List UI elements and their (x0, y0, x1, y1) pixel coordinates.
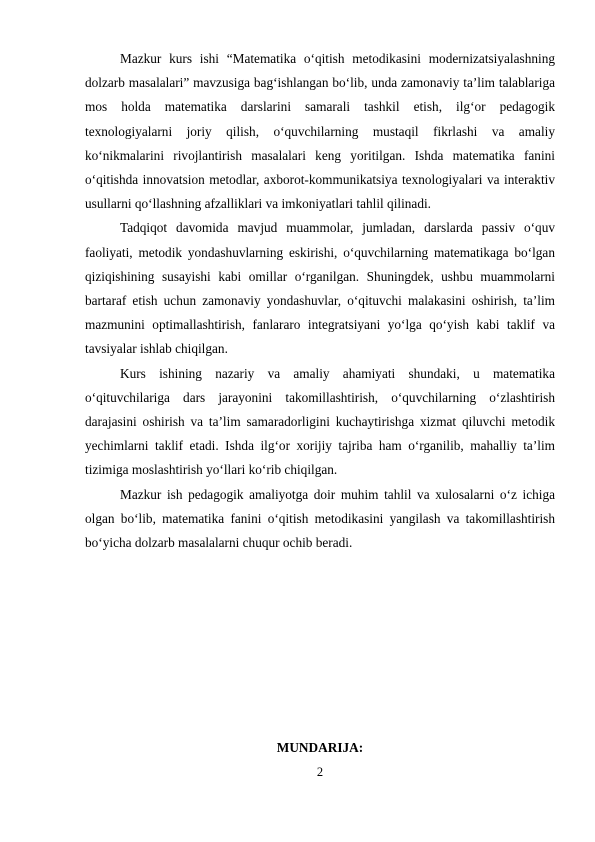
contents-heading: MUNDARIJA: (276, 740, 364, 755)
page-number: 2 (316, 765, 324, 779)
paragraph-abstract-intro: Mazkur kurs ishi “Matematika o‘qitish metodikasini modernizatsiyalashning dolzarb masalalari” mavzusiga bag‘ishlangan bo‘lib, unda zamonaviy ta’lim talablariga mos holda matematika darslarini samarali tashkil etish, ilg‘or pedagogik texnologiyalarni joriy qilish, o‘quvchilarning mustaqil fikrlashi va amaliy ko‘nikmalarini rivojlantirish masalalari keng yoritilgan. Ishda matematika fanini o‘qitishda innovatsion metodlar, axborot-kommunikatsiya texnologiyalari va interaktiv usullarni qo‘llashning afzalliklari va imkoniyatlari tahlil qilinadi. (85, 51, 555, 212)
body-text (85, 47, 555, 555)
paragraph-research-problems: Tadqiqot davomida mavjud muammolar, jumladan, darslarda passiv o‘quv faoliyati, metodik yondashuvlarning eskirishi, o‘quvchilarning matematikaga bo‘lgan qiziqishining susayishi kabi omillar o‘rganilgan. Shuningdek, ushbu muammolarni bartaraf etish uchun zamonaviy yondashuvlar, o‘qituvchi malakasini oshirish, ta’lim mazmunini optimallashtirish, fanlararo integratsiyani yo‘lga qo‘yish kabi taklif va tavsiyalar ishlab chiqilgan. (85, 220, 555, 357)
paragraph-significance: Kurs ishining nazariy va amaliy ahamiyati shundaki, u matematika o‘qituvchilariga dars jarayonini takomillashtirish, o‘quvchilarning o‘zlashtirish darajasini oshirish va ta’lim samaradorligini kuchaytirishga xizmat qiluvchi metodik yechimlarni taklif etadi. Ishda ilg‘or xorijiy tajriba ham o‘rganilib, mahalliy ta’lim tizimiga moslashtirish yo‘llari ko‘rib chiqilgan. (85, 365, 555, 478)
paragraph-conclusion: Mazkur ish pedagogik amaliyotga doir muhim tahlil va xulosalarni o‘z ichiga olgan bo‘lib, matematika fanini o‘qitish metodikasini yangilash va takomillashtirish bo‘yicha dolzarb masalalarni chuqur ochib beradi. (85, 486, 555, 551)
